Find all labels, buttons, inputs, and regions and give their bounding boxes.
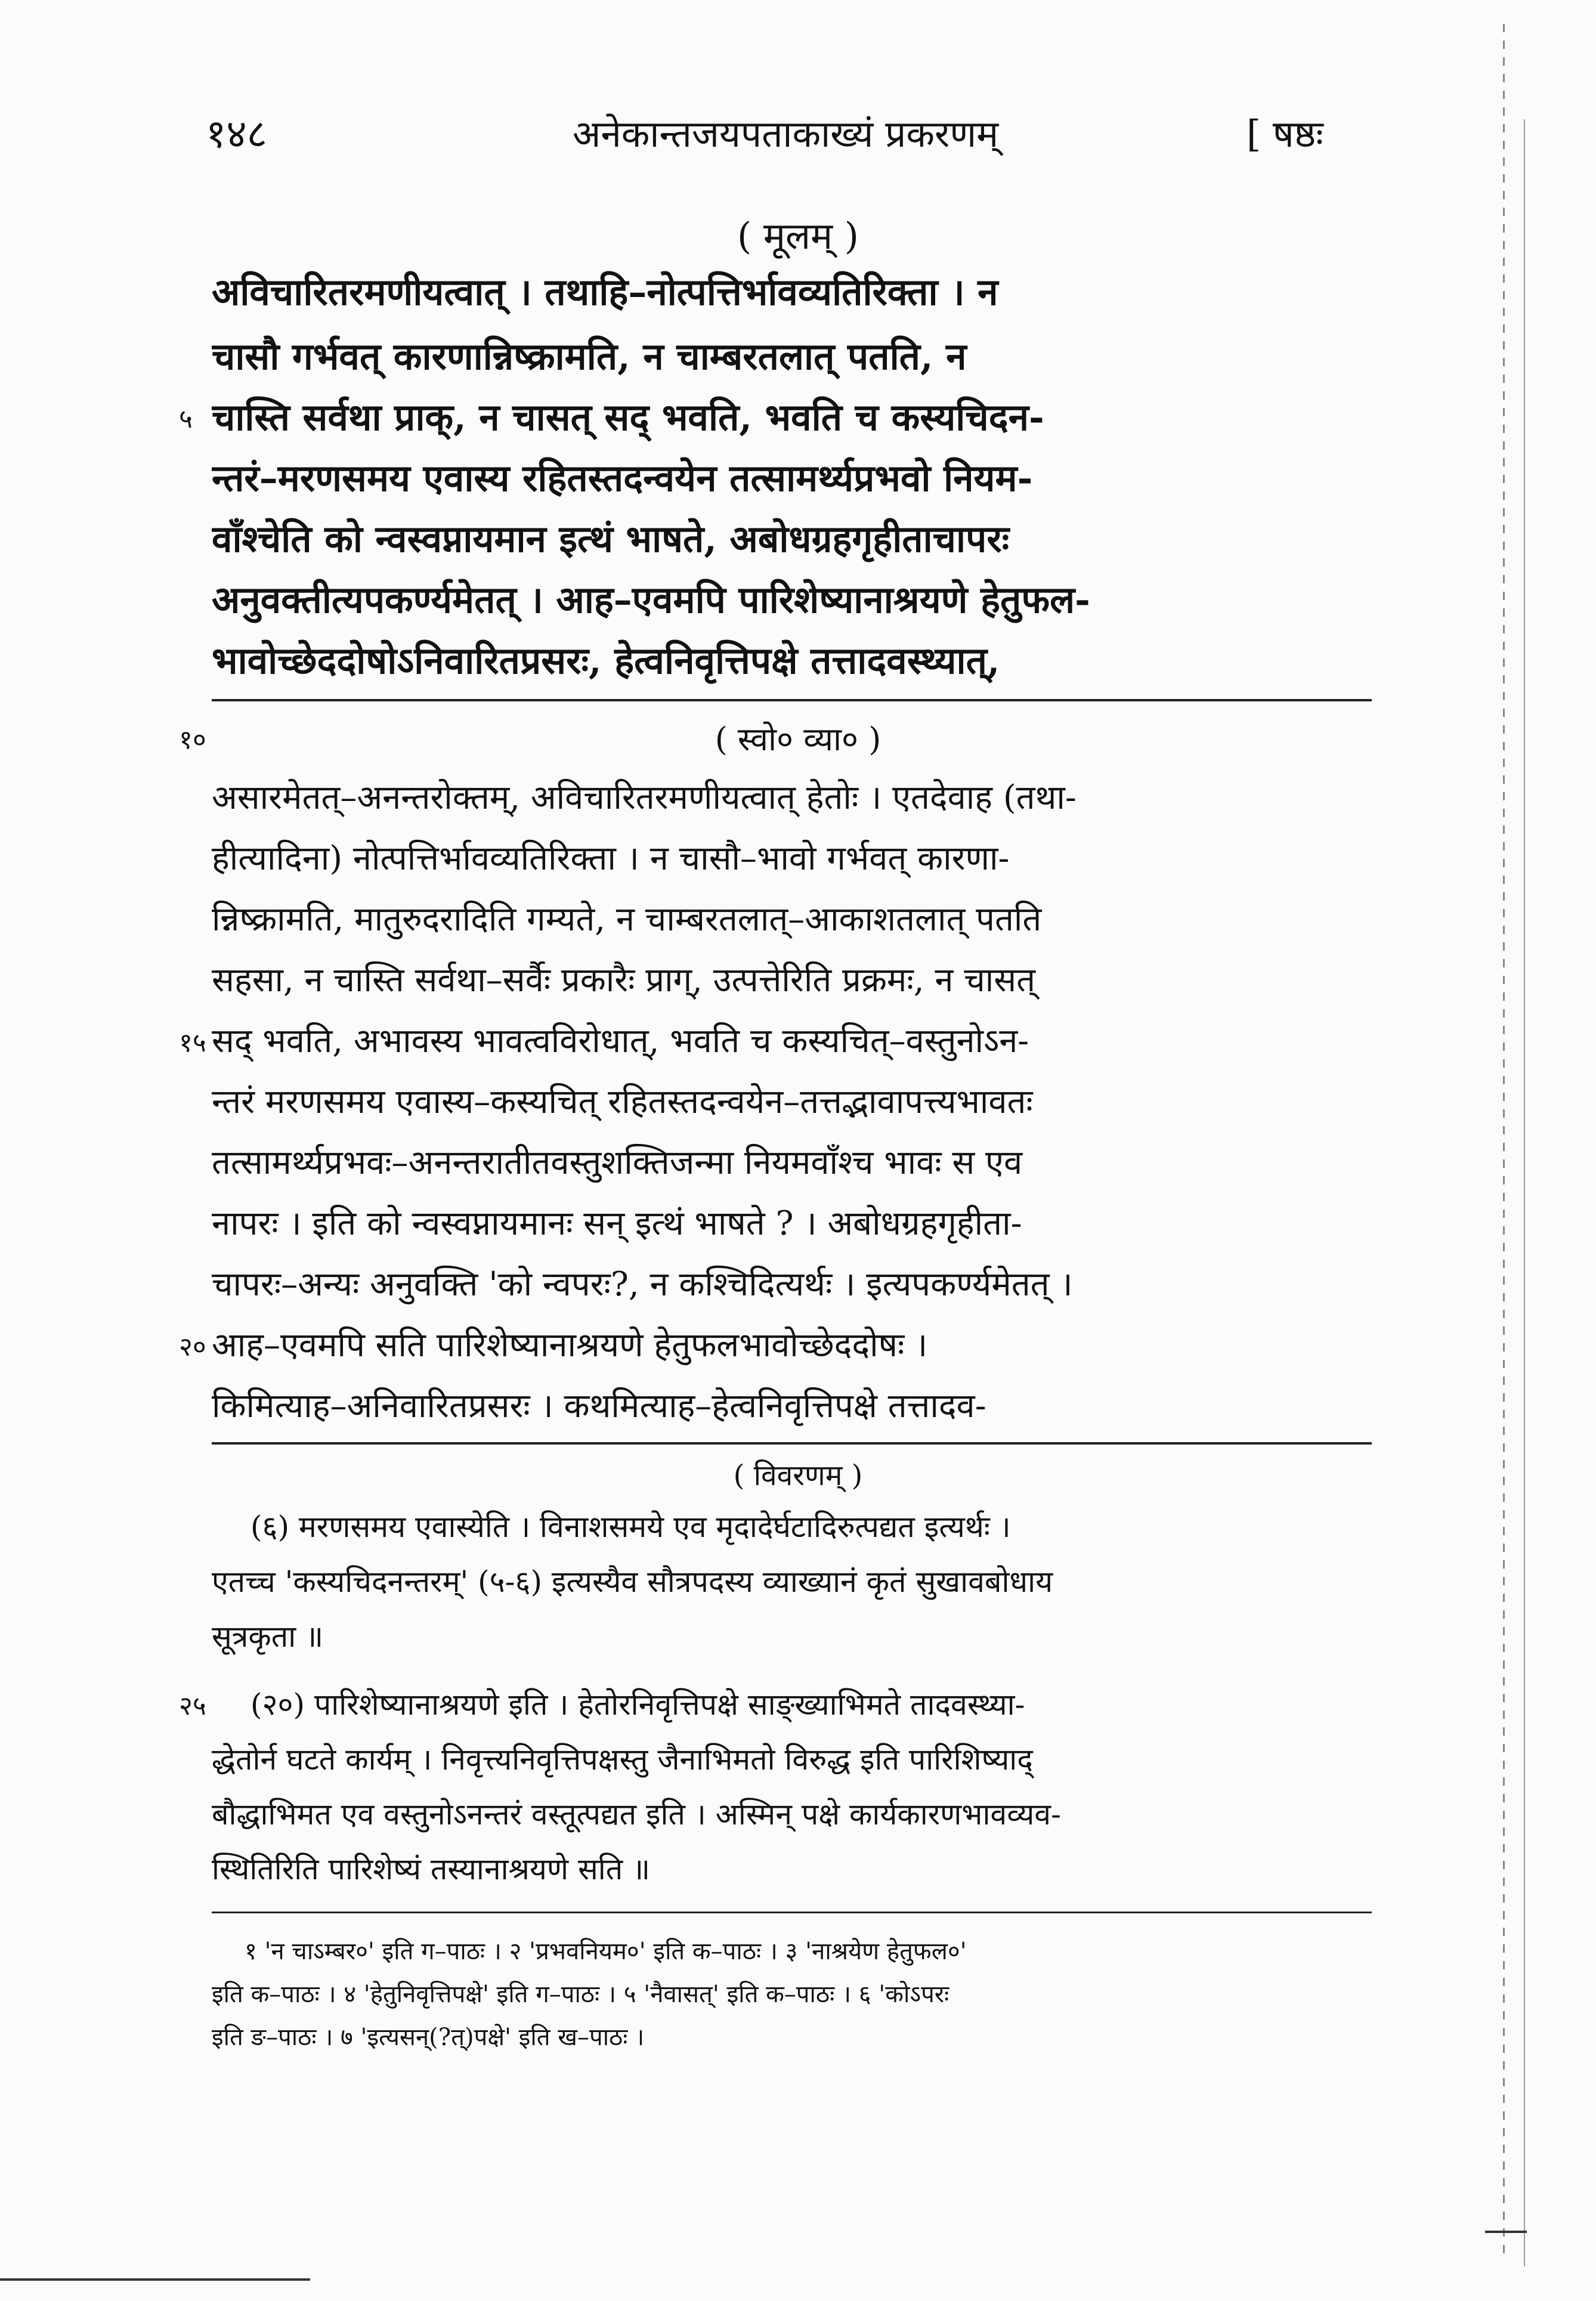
mulam-line: चास्ति सर्वथा प्राक्, न चासत् सद् भवति, भवति च कस्यचिदन- xyxy=(212,395,1044,439)
commentary-line: किमित्याह–अनिवारितप्रसरः । कथमित्याह–हेत्वनिवृत्तिपक्षे तत्तादव- xyxy=(212,1387,986,1425)
commentary-line: सहसा, न चास्ति सर्वथा–सर्वैः प्रकारैः प्राग्, उत्पत्तेरिति प्रक्रमः, न चासत् xyxy=(212,961,1036,1000)
scan-edge-mark xyxy=(1503,24,1505,2254)
footnote-line: इति क–पाठः । ४ 'हेतुनिवृत्तिपक्षे' इति ग–पाठः । ५ 'नैवासत्' इति क–पाठः । ६ 'कोऽपरः xyxy=(212,1981,949,2008)
vivaranam-heading: ( विवरणम् ) xyxy=(733,1459,863,1492)
commentary-line: चापरः–अन्यः अनुवक्ति 'को न्वपरः?, न कश्चिदित्यर्थः । इत्यपकर्ण्यमेतत् । xyxy=(212,1265,1073,1304)
page-number: १४८ xyxy=(206,111,267,157)
commentary-line: नापरः । इति को न्वस्वप्नायमानः सन् इत्थं भाषते ? । अबोधग्रहगृहीता- xyxy=(212,1204,1022,1243)
line-number: २५ xyxy=(179,1691,206,1721)
mulam-line: भावोच्छेददोषोऽनिवारितप्रसरः, हेत्वनिवृत्तिपक्षे तत्तादवस्थ्यात्, xyxy=(212,639,1000,682)
line-number: २० xyxy=(179,1332,206,1362)
vivaranam-line: सूत्रकृता ॥ xyxy=(212,1619,324,1654)
line-number: ५ xyxy=(179,404,193,434)
vivaranam-line: एतच्च 'कस्यचिदनन्तरम्' (५-६) इत्यस्यैव सौत्रपदस्य व्याख्यानं कृतं सुखावबोधाय xyxy=(212,1564,1053,1599)
scan-edge-line xyxy=(1524,119,1525,2266)
footnote-divider xyxy=(212,1912,1372,1913)
commentary-line: तत्सामर्थ्यप्रभवः–अनन्तरातीतवस्तुशक्तिजन्मा नियमवाँश्च भावः स एव xyxy=(212,1143,1023,1182)
footnote-line: इति ङ–पाठः । ७ 'इत्यसन्(?त्)पक्षे' इति ख–पाठः । xyxy=(212,2024,645,2051)
commentary-line: न्निष्क्रामति, मातुरुदरादिति गम्यते, न चाम्बरतलात्–आकाशतलात् पतति xyxy=(212,900,1042,939)
mulam-line: अविचारितरमणीयत्वात् । तथाहि–नोत्पत्तिर्भावव्यतिरिक्ता । न xyxy=(212,270,998,314)
line-number: १५ xyxy=(179,1028,206,1058)
section-divider xyxy=(212,1442,1372,1445)
vivaranam-line: द्धेतोर्न घटते कार्यम् । निवृत्त्यनिवृत्तिपक्षस्तु जैनाभिमतो विरुद्ध इति पारिशिष्याद् xyxy=(212,1742,1033,1777)
mulam-line: न्तरं–मरणसमय एवास्य रहितस्तदन्वयेन तत्सामर्थ्यप्रभवो नियम- xyxy=(212,456,1033,500)
footnote-line: १ 'न चाऽम्बर०' इति ग–पाठः । २ 'प्रभवनियम०' इति क–पाठः । ३ 'नाश्रयेण हेतुफल०' xyxy=(245,1938,967,1965)
vivaranam-line: (२०) पारिशेष्यानाश्रयणे इति । हेतोरनिवृत्तिपक्षे साङ्ख्याभिमते तादवस्थ्या- xyxy=(250,1687,1025,1722)
running-title: अनेकान्तजयपताकाख्यं प्रकरणम् xyxy=(573,112,999,156)
commentary-line: असारमेतत्–अनन्तरोक्तम्, अविचारितरमणीयत्वात् हेतोः । एतदेवाह (तथा- xyxy=(212,778,1077,817)
commentary-line: न्तरं मरणसमय एवास्य–कस्यचित् रहितस्तदन्वयेन–तत्तद्भावापत्त्यभावतः xyxy=(212,1083,1033,1121)
commentary-line: सद् भवति, अभावस्य भावत्वविरोधात्, भवति च कस्यचित्–वस्तुनोऽन- xyxy=(212,1022,1029,1060)
mulam-heading: ( मूलम् ) xyxy=(737,214,859,258)
chapter-marker: [ षष्ठः xyxy=(1247,112,1323,156)
scan-edge-hook xyxy=(1485,2231,1527,2233)
mulam-line: चासौ गर्भवत् कारणान्निष्क्रामति, न चाम्बरतलात् पतति, न xyxy=(212,335,967,378)
section-divider xyxy=(212,699,1372,701)
line-number: १० xyxy=(179,725,206,755)
commentary-line: आह–एवमपि सति पारिशेष्यानाश्रयणे हेतुफलभावोच्छेददोषः । xyxy=(212,1326,928,1365)
commentary-line: हीत्यादिना) नोत्पत्तिर्भावव्यतिरिक्ता । न चासौ–भावो गर्भवत् कारणा- xyxy=(212,839,1010,878)
scan-bottom-rule xyxy=(0,2278,310,2281)
mulam-line: वाँश्चेति को न्वस्वप्नायमान इत्थं भाषते, अबोधग्रहगृहीताचापरः xyxy=(212,517,1010,561)
vivaranam-line: बौद्धाभिमत एव वस्तुनोऽनन्तरं वस्तूत्पद्यत इति । अस्मिन् पक्षे कार्यकारणभावव्यव- xyxy=(212,1797,1061,1832)
commentary-heading: ( स्वो० व्या० ) xyxy=(715,720,881,758)
mulam-line: अनुवक्तीत्यपकर्ण्यमेतत् । आह–एवमपि पारिशेष्यानाश्रयणे हेतुफल- xyxy=(212,578,1090,621)
vivaranam-line: (६) मरणसमय एवास्येति । विनाशसमये एव मृदादेर्घटादिरुत्पद्यत इत्यर्थः । xyxy=(250,1510,1011,1544)
vivaranam-line: स्थितिरिति पारिशेष्यं तस्यानाश्रयणे सति ॥ xyxy=(212,1852,651,1886)
